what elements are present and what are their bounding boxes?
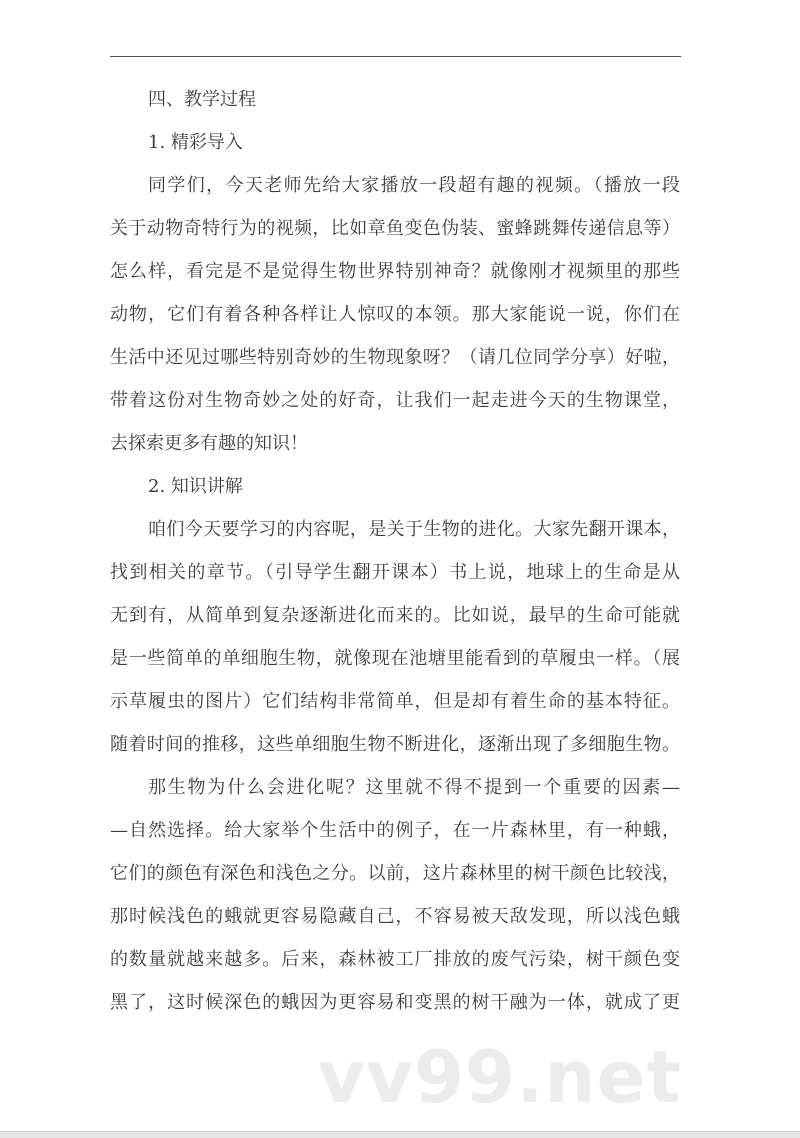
text-line: 它们的颜色有深色和浅色之分。以前，这片森林里的树干颜色比较浅， [110, 863, 680, 884]
text-line: 关于动物奇特行为的视频，比如章鱼变色伪装、蜜蜂跳舞传递信息等） [110, 218, 680, 239]
text-line: 怎么样，看完是不是觉得生物世界特别神奇？就像刚才视频里的那些 [110, 261, 680, 282]
text-line: 无到有，从简单到复杂逐渐进化而来的。比如说，最早的生命可能就 [110, 605, 680, 626]
text-line: 生活中还见过哪些特别奇妙的生物现象呀？（请几位同学分享）好啦， [110, 347, 680, 368]
subheading: 1. 精彩导入 [148, 132, 243, 153]
subheading: 2. 知识讲解 [148, 476, 243, 497]
text-line: 带着这份对生物奇妙之处的好奇，让我们一起走进今天的生物课堂， [110, 390, 680, 411]
heading: 四、教学过程 [148, 89, 256, 110]
text-line: 随着时间的推移，这些单细胞生物不断进化，逐渐出现了多细胞生物。 [110, 734, 680, 755]
text-line: 示草履虫的图片）它们结构非常简单，但是却有着生命的基本特征。 [110, 691, 680, 712]
text-line: 是一些简单的单细胞生物，就像现在池塘里能看到的草履虫一样。（展 [110, 648, 680, 669]
text-line: 那生物为什么会进化呢？这里就不得不提到一个重要的因素— [148, 777, 680, 798]
text-line: 动物，它们有着各种各样让人惊叹的本领。那大家能说一说，你们在 [110, 304, 680, 325]
watermark: vv99.net [318, 1035, 682, 1119]
header-rule [110, 56, 681, 57]
text-line: 那时候浅色的蛾就更容易隐藏自己，不容易被天敌发现，所以浅色蛾 [110, 906, 680, 927]
text-line: 黑了，这时候深色的蛾因为更容易和变黑的树干融为一体，就成了更 [110, 992, 680, 1013]
text-line: 同学们，今天老师先给大家播放一段超有趣的视频。（播放一段 [148, 175, 680, 196]
text-line: 的数量就越来越多。后来，森林被工厂排放的废气污染，树干颜色变 [110, 949, 680, 970]
text-line: 去探索更多有趣的知识！ [110, 433, 308, 454]
text-line: 找到相关的章节。（引导学生翻开课本）书上说，地球上的生命是从 [110, 562, 680, 583]
text-line: 咱们今天要学习的内容呢，是关于生物的进化。大家先翻开课本， [148, 519, 680, 540]
text-line: —自然选择。给大家举个生活中的例子，在一片森林里，有一种蛾， [110, 820, 680, 841]
